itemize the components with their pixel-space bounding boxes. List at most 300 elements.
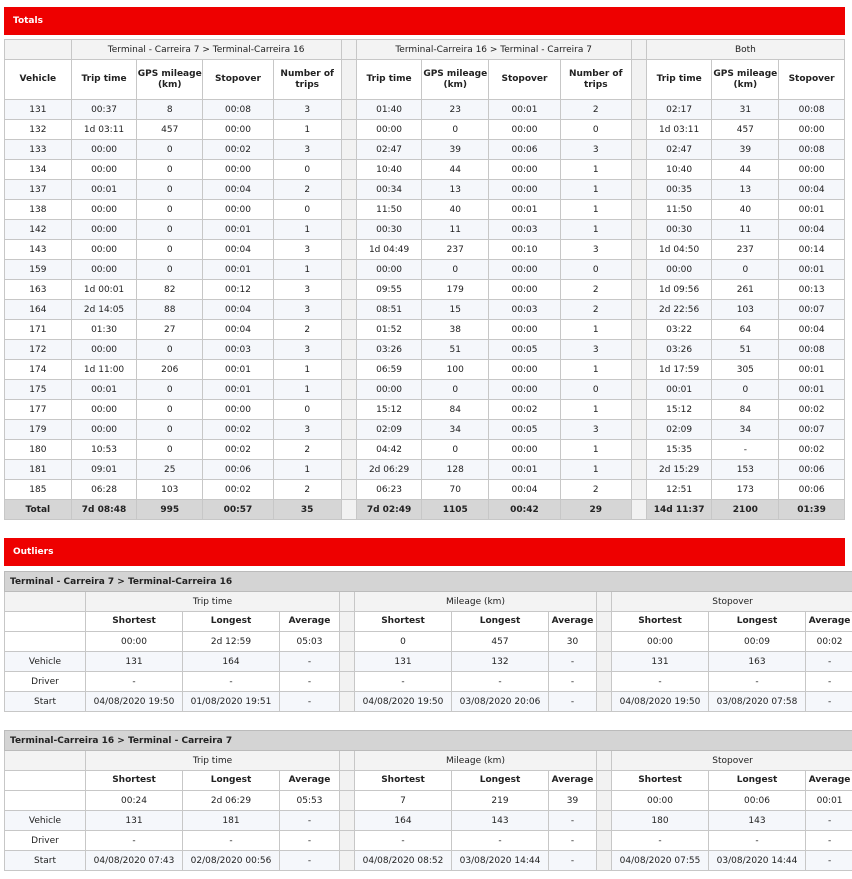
- value-cell: -: [549, 652, 597, 672]
- outlier-col-header: Longest: [452, 612, 549, 632]
- column-gap: [631, 320, 646, 340]
- value-cell: 00:08: [779, 340, 845, 360]
- group-spacer: [5, 592, 86, 612]
- value-cell: 02:47: [646, 140, 712, 160]
- column-gap: [631, 220, 646, 240]
- value-cell: -: [549, 672, 597, 692]
- totals-data-row: [5, 100, 845, 120]
- value-cell: 27: [137, 320, 203, 340]
- value-cell: 00:07: [779, 300, 845, 320]
- col-header-trip-time: Trip time: [71, 60, 137, 100]
- value-cell: 0: [137, 140, 203, 160]
- value-cell: 3: [273, 100, 341, 120]
- value-cell: 00:08: [779, 140, 845, 160]
- value-cell: 23: [422, 100, 489, 120]
- column-gap: [341, 360, 356, 380]
- value-cell: 1: [273, 380, 341, 400]
- value-cell: 2: [560, 100, 631, 120]
- value-cell: 00:57: [203, 500, 274, 520]
- column-gap: [341, 120, 356, 140]
- outlier-row-label: Driver: [5, 672, 86, 692]
- value-cell: 3: [560, 240, 631, 260]
- column-gap: [341, 240, 356, 260]
- outlier-col-header: Longest: [709, 771, 806, 791]
- value-cell: -: [612, 672, 709, 692]
- value-cell: 3: [560, 140, 631, 160]
- value-cell: 00:01: [203, 360, 274, 380]
- value-cell: 00:00: [203, 200, 274, 220]
- value-cell: -: [709, 672, 806, 692]
- value-cell: 131: [355, 652, 452, 672]
- column-gap: [341, 160, 356, 180]
- value-cell: 00:03: [489, 220, 561, 240]
- value-cell: 457: [452, 632, 549, 652]
- value-cell: 10:53: [71, 440, 137, 460]
- value-cell: 2: [273, 440, 341, 460]
- vehicle-cell: 138: [5, 200, 72, 220]
- value-cell: 00:35: [646, 180, 712, 200]
- value-cell: 163: [709, 652, 806, 672]
- value-cell: 131: [86, 811, 183, 831]
- value-cell: 3: [273, 420, 341, 440]
- value-cell: 0: [137, 200, 203, 220]
- value-cell: 131: [612, 652, 709, 672]
- vehicle-cell: 174: [5, 360, 72, 380]
- value-cell: -: [280, 692, 340, 712]
- value-cell: 0: [137, 240, 203, 260]
- value-cell: 00:00: [489, 380, 561, 400]
- value-cell: 06:23: [356, 480, 422, 500]
- value-cell: -: [183, 831, 280, 851]
- outlier-table-title-row: [5, 731, 852, 751]
- outlier-col-header: Shortest: [612, 771, 709, 791]
- outlier-row-label: [5, 632, 86, 652]
- value-cell: 04/08/2020 07:55: [612, 851, 709, 871]
- vehicle-cell: 181: [5, 460, 72, 480]
- header-spacer: [5, 771, 86, 791]
- value-cell: 51: [422, 340, 489, 360]
- vehicle-cell: 164: [5, 300, 72, 320]
- value-cell: 02:09: [356, 420, 422, 440]
- column-gap: [597, 811, 612, 831]
- value-cell: -: [806, 672, 852, 692]
- value-cell: 00:13: [779, 280, 845, 300]
- value-cell: 0: [137, 380, 203, 400]
- column-gap: [597, 612, 612, 632]
- value-cell: 09:01: [71, 460, 137, 480]
- column-gap: [340, 751, 355, 771]
- value-cell: 03/08/2020 14:44: [452, 851, 549, 871]
- value-cell: 00:00: [779, 160, 845, 180]
- outlier-col-header: Average: [280, 612, 340, 632]
- column-gap: [631, 40, 646, 60]
- value-cell: 01:40: [356, 100, 422, 120]
- column-gap: [631, 420, 646, 440]
- value-cell: 04:42: [356, 440, 422, 460]
- value-cell: 00:06: [779, 480, 845, 500]
- value-cell: 00:00: [489, 320, 561, 340]
- group-header-return: Terminal-Carreira 16 > Terminal - Carreira 7: [356, 40, 631, 60]
- value-cell: 13: [422, 180, 489, 200]
- column-gap: [341, 140, 356, 160]
- outlier-col-header: Longest: [452, 771, 549, 791]
- value-cell: 457: [137, 120, 203, 140]
- value-cell: 1d 04:50: [646, 240, 712, 260]
- value-cell: 7: [355, 791, 452, 811]
- value-cell: 237: [422, 240, 489, 260]
- value-cell: 1: [560, 360, 631, 380]
- value-cell: 0: [137, 260, 203, 280]
- totals-data-row: [5, 200, 845, 220]
- value-cell: 0: [560, 120, 631, 140]
- outlier-data-row: [5, 632, 852, 652]
- value-cell: 00:01: [779, 200, 845, 220]
- vehicle-cell: 131: [5, 100, 72, 120]
- value-cell: 0: [712, 380, 779, 400]
- value-cell: 7d 08:48: [71, 500, 137, 520]
- value-cell: 00:09: [709, 632, 806, 652]
- outlier-row-label: [5, 791, 86, 811]
- outlier-column-header-row: [5, 771, 852, 791]
- col-header-number-of-trips: Number of trips: [560, 60, 631, 100]
- value-cell: 0: [273, 200, 341, 220]
- outlier-table-title: Terminal-Carreira 16 > Terminal - Carreira 7: [5, 731, 852, 751]
- outlier-col-header: Shortest: [86, 771, 183, 791]
- outlier-row-label: Start: [5, 692, 86, 712]
- value-cell: 1: [560, 220, 631, 240]
- value-cell: -: [280, 831, 340, 851]
- value-cell: 00:12: [203, 280, 274, 300]
- value-cell: 00:00: [203, 400, 274, 420]
- value-cell: 2: [560, 280, 631, 300]
- value-cell: 132: [452, 652, 549, 672]
- value-cell: 11:50: [646, 200, 712, 220]
- value-cell: 00:05: [489, 420, 561, 440]
- value-cell: 0: [560, 260, 631, 280]
- value-cell: 00:04: [489, 480, 561, 500]
- value-cell: 00:01: [779, 360, 845, 380]
- value-cell: 3: [273, 300, 341, 320]
- value-cell: 15:12: [646, 400, 712, 420]
- value-cell: 153: [712, 460, 779, 480]
- value-cell: 7d 02:49: [356, 500, 422, 520]
- value-cell: 3: [560, 420, 631, 440]
- totals-data-row: [5, 320, 845, 340]
- value-cell: 206: [137, 360, 203, 380]
- value-cell: 457: [712, 120, 779, 140]
- value-cell: -: [806, 831, 852, 851]
- value-cell: 00:00: [71, 420, 137, 440]
- outlier-table-title-row: [5, 572, 852, 592]
- value-cell: 0: [137, 440, 203, 460]
- totals-total-row: [5, 500, 845, 520]
- value-cell: 0: [355, 632, 452, 652]
- value-cell: 00:10: [489, 240, 561, 260]
- value-cell: 3: [273, 240, 341, 260]
- value-cell: 1d 03:11: [71, 120, 137, 140]
- column-gap: [341, 380, 356, 400]
- vehicle-cell: 143: [5, 240, 72, 260]
- value-cell: 04/08/2020 07:43: [86, 851, 183, 871]
- vehicle-cell: 185: [5, 480, 72, 500]
- value-cell: 00:07: [779, 420, 845, 440]
- value-cell: -: [183, 672, 280, 692]
- totals-column-header-row: [5, 60, 845, 100]
- value-cell: 00:08: [203, 100, 274, 120]
- value-cell: 2d 06:29: [356, 460, 422, 480]
- value-cell: 00:00: [71, 200, 137, 220]
- totals-table: [4, 39, 845, 520]
- column-gap: [631, 400, 646, 420]
- value-cell: 00:04: [203, 240, 274, 260]
- column-gap: [631, 180, 646, 200]
- value-cell: 179: [422, 280, 489, 300]
- value-cell: 00:08: [779, 100, 845, 120]
- value-cell: -: [806, 811, 852, 831]
- col-header-stopover: Stopover: [779, 60, 845, 100]
- totals-data-row: [5, 440, 845, 460]
- value-cell: 0: [273, 160, 341, 180]
- column-gap: [597, 632, 612, 652]
- value-cell: 00:00: [489, 260, 561, 280]
- value-cell: 3: [273, 280, 341, 300]
- value-cell: 00:04: [203, 320, 274, 340]
- value-cell: 00:02: [806, 632, 852, 652]
- value-cell: 0: [137, 400, 203, 420]
- value-cell: 103: [712, 300, 779, 320]
- outliers-header-bar: [4, 538, 845, 566]
- column-gap: [341, 180, 356, 200]
- value-cell: 40: [712, 200, 779, 220]
- totals-data-row: [5, 460, 845, 480]
- value-cell: 39: [549, 791, 597, 811]
- vehicle-cell: 175: [5, 380, 72, 400]
- outlier-table: [4, 730, 852, 871]
- value-cell: 1: [273, 260, 341, 280]
- column-gap: [340, 811, 355, 831]
- value-cell: 00:05: [489, 340, 561, 360]
- value-cell: 2: [273, 480, 341, 500]
- value-cell: 8: [137, 100, 203, 120]
- value-cell: 00:03: [203, 340, 274, 360]
- value-cell: 03:22: [646, 320, 712, 340]
- column-gap: [597, 672, 612, 692]
- outlier-col-header: Average: [549, 612, 597, 632]
- outliers-title: Outliers: [13, 547, 54, 557]
- value-cell: 1: [560, 400, 631, 420]
- vehicle-cell: 142: [5, 220, 72, 240]
- column-gap: [597, 592, 612, 612]
- value-cell: 00:01: [489, 200, 561, 220]
- value-cell: 44: [422, 160, 489, 180]
- value-cell: 13: [712, 180, 779, 200]
- column-gap: [341, 40, 356, 60]
- value-cell: 00:42: [489, 500, 561, 520]
- totals-data-row: [5, 280, 845, 300]
- value-cell: 00:37: [71, 100, 137, 120]
- column-gap: [597, 791, 612, 811]
- totals-group-header-row: [5, 40, 845, 60]
- value-cell: 70: [422, 480, 489, 500]
- totals-title: Totals: [13, 16, 43, 26]
- value-cell: 03/08/2020 14:44: [709, 851, 806, 871]
- value-cell: 00:01: [489, 100, 561, 120]
- value-cell: 00:00: [489, 180, 561, 200]
- totals-data-row: [5, 260, 845, 280]
- column-gap: [597, 851, 612, 871]
- value-cell: 00:04: [779, 320, 845, 340]
- value-cell: 143: [709, 811, 806, 831]
- column-gap: [341, 340, 356, 360]
- totals-data-row: [5, 160, 845, 180]
- column-gap: [631, 160, 646, 180]
- value-cell: 1: [273, 120, 341, 140]
- column-gap: [340, 791, 355, 811]
- value-cell: 01:39: [779, 500, 845, 520]
- value-cell: 00:02: [203, 420, 274, 440]
- value-cell: 00:04: [779, 220, 845, 240]
- outlier-table-title: Terminal - Carreira 7 > Terminal-Carreira 16: [5, 572, 852, 592]
- outlier-group-header: Trip time: [86, 751, 340, 771]
- column-gap: [631, 300, 646, 320]
- column-gap: [341, 460, 356, 480]
- value-cell: 00:34: [356, 180, 422, 200]
- value-cell: 00:02: [203, 140, 274, 160]
- value-cell: 00:01: [489, 460, 561, 480]
- value-cell: 04/08/2020 19:50: [355, 692, 452, 712]
- value-cell: 995: [137, 500, 203, 520]
- value-cell: -: [709, 831, 806, 851]
- value-cell: -: [280, 811, 340, 831]
- value-cell: 1: [560, 460, 631, 480]
- value-cell: 29: [560, 500, 631, 520]
- outlier-row-label: Vehicle: [5, 811, 86, 831]
- value-cell: 03/08/2020 07:58: [709, 692, 806, 712]
- group-spacer: [5, 751, 86, 771]
- value-cell: 3: [273, 140, 341, 160]
- value-cell: 03/08/2020 20:06: [452, 692, 549, 712]
- value-cell: 00:03: [489, 300, 561, 320]
- outlier-col-header: Average: [806, 612, 852, 632]
- value-cell: 51: [712, 340, 779, 360]
- value-cell: 00:00: [71, 260, 137, 280]
- outlier-col-header: Longest: [183, 771, 280, 791]
- col-header-stopover: Stopover: [489, 60, 561, 100]
- value-cell: 0: [137, 180, 203, 200]
- value-cell: 09:55: [356, 280, 422, 300]
- vehicle-cell: 180: [5, 440, 72, 460]
- column-gap: [341, 260, 356, 280]
- outlier-row-label: Start: [5, 851, 86, 871]
- value-cell: -: [612, 831, 709, 851]
- outlier-group-header: Mileage (km): [355, 751, 597, 771]
- value-cell: 00:00: [356, 260, 422, 280]
- outlier-group-header-row: [5, 592, 852, 612]
- column-gap: [341, 420, 356, 440]
- value-cell: 00:00: [71, 220, 137, 240]
- value-cell: 0: [273, 400, 341, 420]
- value-cell: 00:02: [203, 480, 274, 500]
- outlier-col-header: Shortest: [355, 612, 452, 632]
- vehicle-cell: 163: [5, 280, 72, 300]
- value-cell: 10:40: [356, 160, 422, 180]
- value-cell: 1d 17:59: [646, 360, 712, 380]
- vehicle-cell: 159: [5, 260, 72, 280]
- value-cell: -: [806, 851, 852, 871]
- outlier-col-header: Shortest: [612, 612, 709, 632]
- totals-data-row: [5, 360, 845, 380]
- value-cell: 00:00: [646, 260, 712, 280]
- value-cell: 25: [137, 460, 203, 480]
- column-gap: [597, 771, 612, 791]
- group-spacer: [5, 40, 72, 60]
- column-gap: [597, 751, 612, 771]
- value-cell: 00:00: [779, 120, 845, 140]
- column-gap: [341, 300, 356, 320]
- value-cell: 82: [137, 280, 203, 300]
- outlier-data-row: [5, 831, 852, 851]
- value-cell: 0: [712, 260, 779, 280]
- totals-data-row: [5, 380, 845, 400]
- value-cell: 00:00: [203, 160, 274, 180]
- outlier-col-header: Shortest: [355, 771, 452, 791]
- value-cell: 1d 11:00: [71, 360, 137, 380]
- value-cell: 12:51: [646, 480, 712, 500]
- totals-data-row: [5, 340, 845, 360]
- value-cell: 237: [712, 240, 779, 260]
- column-gap: [340, 692, 355, 712]
- column-gap: [631, 380, 646, 400]
- value-cell: 64: [712, 320, 779, 340]
- value-cell: 2: [273, 180, 341, 200]
- outlier-col-header: Average: [806, 771, 852, 791]
- outlier-data-row: [5, 652, 852, 672]
- value-cell: -: [452, 831, 549, 851]
- column-gap: [340, 771, 355, 791]
- value-cell: -: [549, 811, 597, 831]
- value-cell: 00:02: [779, 400, 845, 420]
- value-cell: 0: [422, 260, 489, 280]
- value-cell: 00:01: [203, 260, 274, 280]
- column-gap: [631, 460, 646, 480]
- column-gap: [340, 632, 355, 652]
- value-cell: -: [549, 692, 597, 712]
- value-cell: 0: [422, 380, 489, 400]
- outlier-data-row: [5, 811, 852, 831]
- value-cell: -: [280, 652, 340, 672]
- col-header-stopover: Stopover: [203, 60, 274, 100]
- value-cell: 34: [712, 420, 779, 440]
- value-cell: 11: [422, 220, 489, 240]
- column-gap: [597, 692, 612, 712]
- column-gap: [631, 200, 646, 220]
- value-cell: 1d 00:01: [71, 280, 137, 300]
- value-cell: 39: [422, 140, 489, 160]
- value-cell: 03:26: [356, 340, 422, 360]
- outlier-data-row: [5, 791, 852, 811]
- outlier-group-header: Mileage (km): [355, 592, 597, 612]
- value-cell: 181: [183, 811, 280, 831]
- col-header-gps-mileage: GPS mileage (km): [137, 60, 203, 100]
- value-cell: 00:02: [203, 440, 274, 460]
- column-gap: [631, 360, 646, 380]
- value-cell: 219: [452, 791, 549, 811]
- value-cell: 02:17: [646, 100, 712, 120]
- value-cell: 0: [422, 440, 489, 460]
- value-cell: -: [549, 851, 597, 871]
- value-cell: 01:30: [71, 320, 137, 340]
- value-cell: 02:47: [356, 140, 422, 160]
